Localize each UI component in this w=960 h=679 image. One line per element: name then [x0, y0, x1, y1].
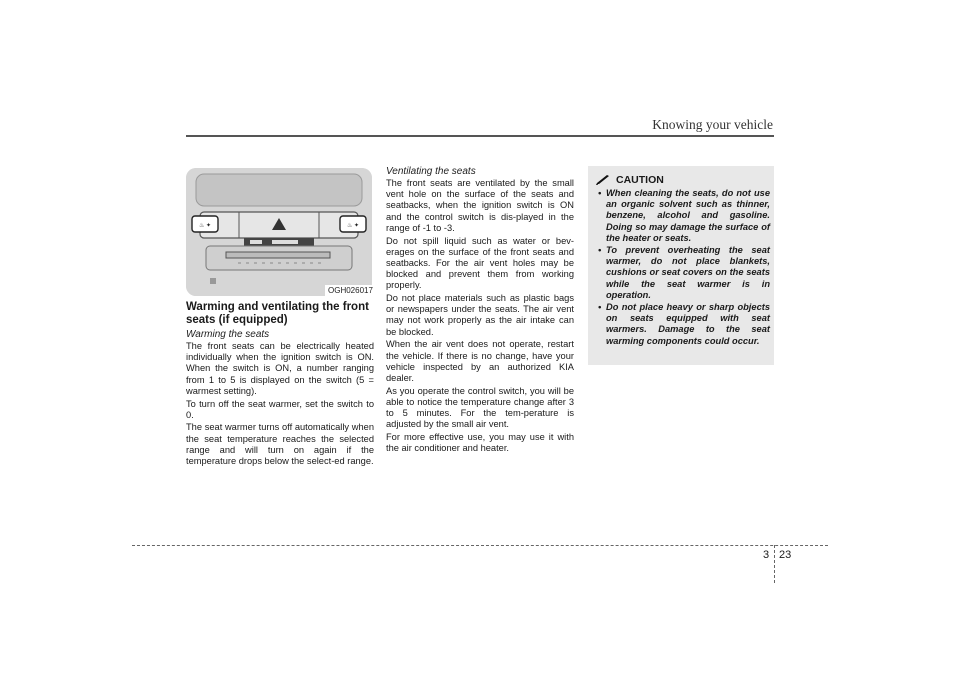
page-number: 23 — [779, 549, 792, 561]
caution-item: • Do not place heavy or sharp objects on seats equipped with seat warmers. Damage to the seat warming components could occur. — [596, 302, 770, 347]
ventilating-paragraph: Do not spill liquid such as water or bev-erages on the surface of the front seats and seatbacks. For the air vent holes may be blocked and prevent them from working properly. — [386, 235, 574, 291]
caution-header — [596, 174, 664, 186]
caution-item: • When cleaning the seats, do not use an organic solvent such as thinner, benzene, alcohol and gasoline. Doing so may damage the surface of the heater or seats. — [596, 188, 770, 244]
footer-rule — [132, 545, 828, 546]
ventilating-subheading: Ventilating the seats — [386, 166, 476, 177]
warming-subheading: Warming the seats — [186, 329, 270, 340]
warming-paragraph: To turn off the seat warmer, set the switch to 0. — [186, 398, 374, 420]
caution-title: CAUTION — [616, 174, 664, 186]
ventilating-paragraph: Do not place materials such as plastic bags or newspapers under the seats. The air vent may not work properly as the air intake can be blocked. — [386, 293, 574, 337]
section-title: Knowing your vehicle — [652, 117, 773, 132]
caution-list — [596, 188, 770, 348]
section-heading: Warming and ventilating the front seats (if equipped) — [186, 301, 369, 326]
svg-text:♨ ✦: ♨ ✦ — [346, 223, 360, 229]
warming-paragraph: The seat warmer turns off automatically when the seat temperature reaches the selected range and will turn on again if the temperature drops below the select-ed range. — [186, 422, 374, 467]
ventilating-paragraph: The front seats are ventilated by the small vent hole on the surface of the seats and seatbacks, when the ignition switch is ON and the control switch is dis-played in the range of -1 to -3. — [386, 178, 574, 233]
caution-pencil-icon — [596, 175, 610, 185]
ventilating-paragraph: For more effective use, you may use it with the air conditioner and heater. — [386, 431, 574, 454]
svg-text:♨ ✦: ♨ ✦ — [198, 223, 212, 229]
caution-item: • To prevent overheating the seat warmer, do not place blankets, cushions or seat covers on the seats while the seat warmer is in operation. — [596, 245, 770, 301]
chapter-number: 3 — [763, 549, 770, 561]
warming-paragraph: The front seats can be electrically heated individually when the ignition switch is ON. When the switch is ON, a number ranging from 1 to 5 is displayed on the switch (5 = warmest setting). — [186, 341, 374, 396]
caution-box — [588, 166, 774, 365]
ventilating-paragraph: When the air vent does not operate, restart the vehicle. If there is no change, have your vehicle inspected by an authorized KIA dealer. — [386, 339, 574, 383]
ventilating-paragraph: As you operate the control switch, you will be able to notice the temperature change after 3 to 5 minutes. For the tem-perature is adjusted by the small air vent. — [386, 385, 574, 430]
panel-drawing — [186, 168, 372, 296]
figure-code: OGH026017 — [325, 285, 376, 296]
ventilating-column — [386, 166, 574, 456]
footer-divider — [774, 545, 775, 583]
climate-control-panel-illustration — [186, 168, 372, 296]
header-rule — [186, 135, 774, 137]
warming-column — [186, 301, 374, 469]
